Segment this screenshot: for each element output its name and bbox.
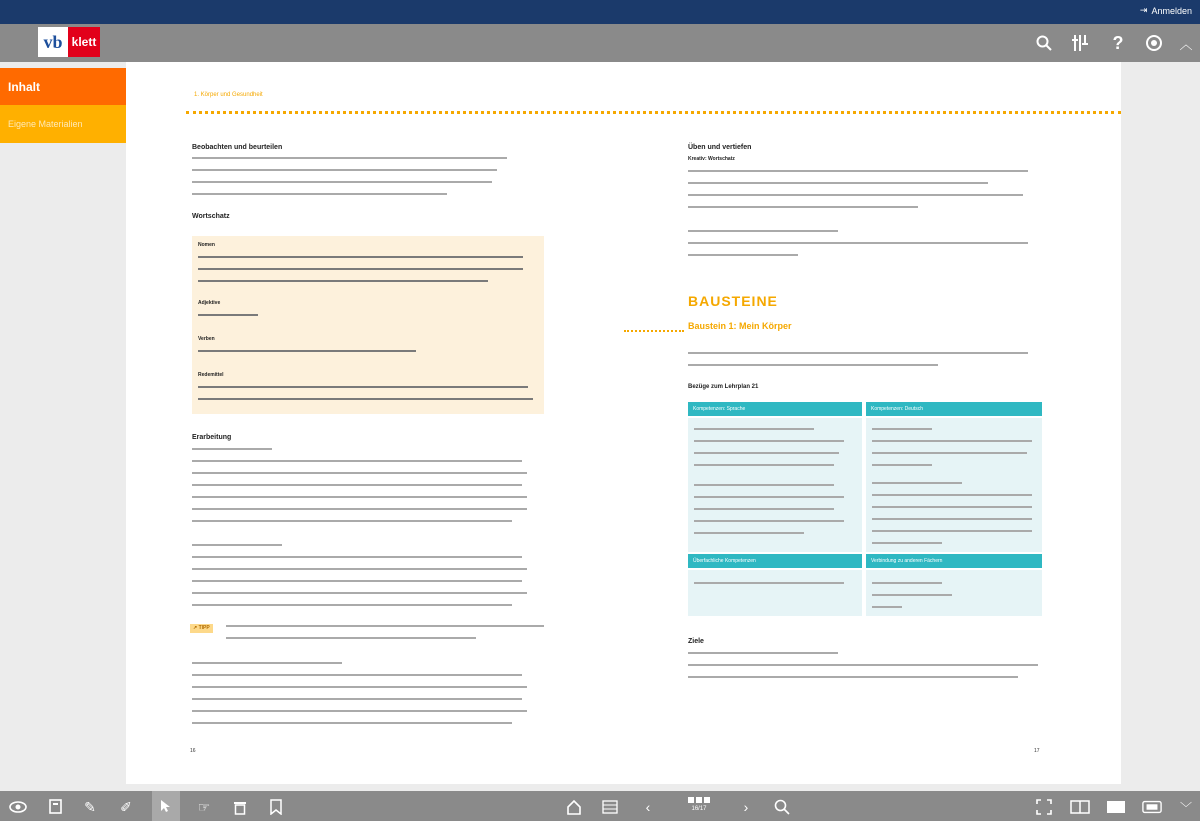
login-label: Anmelden (1151, 5, 1192, 16)
double-page-icon[interactable] (1070, 797, 1090, 817)
settings-icon[interactable] (1144, 33, 1164, 53)
goals-heading: Ziele (688, 638, 704, 645)
text-line (872, 594, 952, 596)
text-line (694, 484, 834, 486)
vocab-heading-nouns: Nomen (198, 242, 215, 248)
page-number-left: 16 (190, 748, 196, 754)
text-line (872, 506, 1032, 508)
bottom-toolbar (0, 791, 1200, 821)
text-line (198, 314, 258, 316)
chapter-header: 1. Körper und Gesundheit (194, 92, 263, 98)
vocab-heading-verbs: Verben (198, 336, 215, 342)
section-title-practice: Üben und vertiefen (688, 144, 752, 151)
text-line (872, 530, 1032, 532)
prev-icon[interactable]: ‹ (645, 799, 651, 815)
text-line (688, 182, 988, 184)
login-button[interactable] (1140, 5, 1192, 16)
next-icon[interactable]: › (743, 799, 749, 815)
text-line (192, 193, 447, 195)
baustein-rule (624, 330, 684, 332)
text-line (688, 352, 1028, 354)
text-line (192, 520, 512, 522)
text-line (688, 230, 838, 232)
header-rule (186, 111, 1121, 114)
text-line (192, 698, 522, 700)
text-line (694, 428, 814, 430)
page-indicator: 16/17 (691, 806, 707, 812)
text-line (198, 256, 523, 258)
text-line (192, 662, 342, 664)
expand-icon[interactable]: ﹀ (1179, 800, 1192, 815)
screen-icon[interactable] (1142, 797, 1162, 817)
main-toolbar (0, 24, 1200, 62)
section-title-observe: Beobachten und beurteilen (192, 144, 283, 151)
text-line (192, 448, 272, 450)
text-line (688, 664, 1038, 666)
marker-icon[interactable]: ✐ (120, 798, 132, 815)
text-line (872, 518, 1032, 520)
text-line (688, 170, 1028, 172)
text-line (192, 508, 527, 510)
text-line (694, 520, 844, 522)
text-line (198, 280, 488, 282)
text-line (192, 169, 497, 171)
grid-icon[interactable] (600, 797, 620, 817)
text-line (688, 254, 798, 256)
table-cell (866, 570, 1042, 616)
table-title: Bezüge zum Lehrplan 21 (688, 384, 759, 390)
text-line (192, 472, 527, 474)
table-header: Kompetenzen: Sprache (688, 402, 862, 416)
text-line (694, 582, 844, 584)
table-header: Verbindung zu anderen Fächern (866, 554, 1042, 568)
text-line (872, 440, 1032, 442)
text-line (872, 542, 942, 544)
text-line (192, 710, 527, 712)
bausteine-heading: BAUSTEINE (688, 293, 778, 309)
text-line (872, 452, 1027, 454)
text-line (694, 440, 844, 442)
text-line (694, 532, 804, 534)
single-page-icon[interactable] (1106, 797, 1126, 817)
drag-icon[interactable]: ☞ (197, 798, 211, 815)
text-line (688, 206, 918, 208)
tools-icon[interactable] (1070, 33, 1090, 53)
text-line (198, 268, 523, 270)
top-bar (0, 0, 1200, 24)
text-line (192, 580, 522, 582)
home-icon[interactable] (564, 797, 584, 817)
page-number-right: 17 (1034, 748, 1040, 754)
sidebar-subitem-label: Eigene Materialien (8, 119, 83, 129)
text-line (694, 452, 839, 454)
text-line (192, 157, 507, 159)
logo-text: klett (68, 27, 100, 57)
page-thumbs-icon[interactable] (684, 795, 714, 815)
text-line (688, 194, 1023, 196)
logo-mark: vb (38, 27, 68, 57)
text-line (688, 364, 938, 366)
table-cell (688, 570, 862, 616)
text-line (688, 676, 1018, 678)
bookmark-icon[interactable] (266, 797, 286, 817)
text-line (192, 556, 522, 558)
text-line (192, 722, 512, 724)
text-line (226, 625, 544, 627)
pages-icon[interactable] (46, 797, 66, 817)
vocab-heading-phrases: Redemittel (198, 372, 224, 378)
eye-icon[interactable] (8, 797, 28, 817)
section-title-vocab: Wortschatz (192, 213, 230, 220)
baustein-title: Baustein 1: Mein Körper (688, 321, 792, 331)
vocab-heading-adjectives: Adjektive (198, 300, 221, 306)
text-line (688, 652, 838, 654)
text-line (226, 637, 476, 639)
text-line (872, 494, 1032, 496)
collapse-icon[interactable]: ︿ (1179, 36, 1193, 52)
text-line (192, 460, 522, 462)
text-line (192, 496, 527, 498)
text-line (694, 464, 834, 466)
text-line (192, 544, 282, 546)
text-line (872, 428, 932, 430)
text-line (694, 496, 844, 498)
vocabulary-box (192, 236, 544, 414)
text-line (198, 386, 528, 388)
text-line (192, 181, 492, 183)
text-line (198, 398, 533, 400)
zoom-icon[interactable] (772, 797, 792, 817)
text-line (192, 484, 522, 486)
help-icon[interactable]: ? (1112, 32, 1124, 53)
text-line (192, 674, 522, 676)
curriculum-table (688, 402, 1042, 616)
section-title-work: Erarbeitung (192, 434, 232, 441)
tip-badge: ↗ TIPP (190, 624, 213, 633)
text-line (688, 242, 1028, 244)
pen-icon[interactable]: ✎ (84, 798, 96, 815)
text-line (192, 568, 527, 570)
subheading-creative: Kreativ: Wortschatz (688, 156, 735, 162)
text-line (192, 686, 527, 688)
pointer-icon[interactable] (152, 791, 180, 821)
text-line (872, 482, 962, 484)
search-icon[interactable] (1034, 33, 1054, 53)
login-icon: ⇥ (1139, 5, 1148, 15)
sidebar-title: Inhalt (8, 80, 40, 94)
text-line (192, 604, 512, 606)
text-line (872, 582, 942, 584)
text-line (192, 592, 527, 594)
fullscreen-icon[interactable] (1034, 797, 1054, 817)
text-line (694, 508, 834, 510)
text-line (872, 464, 932, 466)
trash-icon[interactable] (230, 797, 250, 817)
book-spread (126, 62, 1121, 784)
text-line (872, 606, 902, 608)
text-line (198, 350, 416, 352)
table-header: Überfachliche Kompetenzen (688, 554, 862, 568)
table-header: Kompetenzen: Deutsch (866, 402, 1042, 416)
logo (38, 27, 100, 57)
